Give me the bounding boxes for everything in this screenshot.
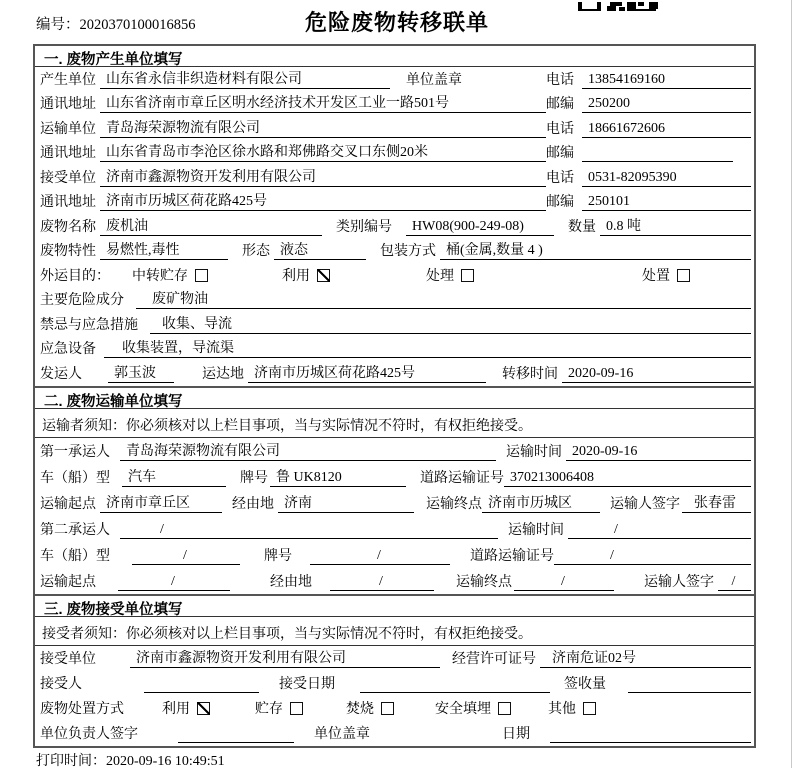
- transporter-row: [35, 116, 754, 141]
- option-label: 中转贮存: [132, 268, 188, 284]
- disposal-row: [35, 696, 754, 721]
- transporter-zip-value: [582, 161, 733, 162]
- receiver-zip-value: 250101: [582, 193, 751, 211]
- phone-label: 电话: [546, 72, 574, 88]
- transporter-notice: 运输者须知：你必须核对以上栏目事项，当与实际情况不符时，有权拒绝接受。: [35, 409, 754, 438]
- receiver-address-row: [35, 190, 754, 215]
- accept-person-value: [144, 692, 259, 693]
- vehicle-type-label: 车（船）型: [40, 548, 110, 564]
- dispatcher-value: 郭玉波: [108, 365, 174, 383]
- producer-label: 产生单位: [40, 72, 96, 88]
- option-label: 处置: [642, 268, 670, 284]
- receiver-phone-value: 0531-82095390: [582, 169, 751, 187]
- purpose-option-transfer-storage: [132, 268, 208, 285]
- traits-value: 易燃性,毒性: [100, 242, 228, 260]
- transporter-phone-value: 18661672606: [582, 120, 751, 138]
- transfer-time-value: 2020-09-16: [562, 365, 751, 383]
- route-start-value: /: [118, 573, 230, 591]
- transport-time-value: /: [568, 521, 751, 539]
- plate-value: /: [310, 547, 450, 565]
- traits-label: 废物特性: [40, 244, 96, 259]
- route1-row: [35, 490, 754, 516]
- phone-label: 电话: [546, 170, 574, 186]
- business-license-value: 济南危证02号: [540, 650, 751, 668]
- address-label: 通讯地址: [40, 195, 96, 210]
- vehicle1-row: [35, 464, 754, 490]
- road-license-label: 道路运输证号: [420, 470, 504, 486]
- route-via-label: 经由地: [232, 496, 274, 512]
- seal-label: 单位盖章: [406, 72, 462, 88]
- date-value: [550, 742, 751, 743]
- zip-label: 邮编: [546, 97, 574, 112]
- hazard-value: 废矿物油: [136, 291, 751, 309]
- route2-row: [35, 568, 754, 594]
- transfer-time-label: 转移时间: [502, 366, 558, 382]
- date-label: 日期: [502, 726, 530, 742]
- receive-unit-value: 济南市鑫源物资开发利用有限公司: [130, 650, 440, 668]
- checkbox-unchecked-icon: [195, 269, 208, 282]
- option-label: 安全填埋: [435, 701, 491, 717]
- section1-header: 一. 废物产生单位填写: [35, 46, 754, 67]
- receiver-row: [35, 165, 754, 190]
- producer-address-value: 山东省济南市章丘区明水经济技术开发区工业一路501号: [100, 95, 546, 113]
- equipment-value: 收集装置，导流渠: [104, 340, 751, 358]
- option-label: 焚烧: [346, 701, 374, 717]
- waste-name-row: [35, 214, 754, 239]
- print-time-value: 2020-09-16 10:49:51: [106, 754, 225, 769]
- checkbox-unchecked-icon: [677, 269, 690, 282]
- receive-unit-row: [35, 646, 754, 671]
- option-label: 其他: [548, 701, 576, 717]
- receipt-qty-label: 签收量: [564, 676, 606, 692]
- emergency-row: [35, 312, 754, 337]
- road-license-value: /: [554, 547, 751, 565]
- serial-label: 编号：: [36, 17, 80, 33]
- serial-value: 2020370100016856: [79, 17, 196, 33]
- page-title: 危险废物转移联单: [305, 10, 490, 35]
- packing-value: 桶(金属,数量 4 ): [440, 242, 751, 260]
- purpose-row: [35, 263, 754, 288]
- packing-label: 包装方式: [380, 244, 436, 259]
- hazard-label: 主要危险成分: [40, 293, 124, 308]
- plate-label: 牌号: [240, 470, 268, 486]
- destination-value: 济南市历城区荷花路425号: [248, 365, 486, 383]
- vehicle-type-value: 汽车: [122, 469, 226, 487]
- receiver-address-value: 济南市历城区荷花路425号: [100, 193, 546, 211]
- route-start-label: 运输起点: [40, 574, 96, 590]
- section-transport: [35, 386, 754, 594]
- disposal-label: 废物处置方式: [40, 701, 124, 717]
- purpose-option-treat: [426, 268, 474, 285]
- producer-value: 山东省永信非织造材料有限公司: [100, 71, 390, 89]
- purpose-option-utilize: [282, 268, 330, 285]
- option-label: 利用: [162, 701, 190, 717]
- phone-label: 电话: [546, 121, 574, 137]
- road-license-value: 370213006408: [504, 469, 751, 487]
- accept-person-label: 接受人: [40, 676, 82, 692]
- receiver-value: 济南市鑫源物资开发利用有限公司: [100, 169, 546, 187]
- checkbox-unchecked-icon: [290, 702, 303, 715]
- disposal-option-landfill: [435, 701, 511, 718]
- equipment-label: 应急设备: [40, 342, 96, 357]
- accept-row: [35, 671, 754, 696]
- form-serial-number: [36, 13, 196, 34]
- route-end-value: 济南市历城区: [482, 495, 600, 513]
- vehicle2-row: [35, 542, 754, 568]
- dispatch-row: [35, 361, 754, 386]
- accept-date-value: [360, 692, 550, 693]
- zip-label: 邮编: [546, 195, 574, 210]
- section-producer: [35, 46, 754, 386]
- form-state-label: 形态: [242, 244, 270, 259]
- section3-header: 三. 废物接受单位填写: [35, 596, 754, 617]
- disposal-option-utilize: [162, 701, 210, 718]
- print-time: [36, 750, 225, 770]
- carrier1-row: [35, 438, 754, 464]
- emergency-label: 禁忌与应急措施: [40, 317, 138, 333]
- hazard-row: [35, 288, 754, 313]
- sign-row: [35, 721, 754, 746]
- checkbox-checked-icon: [197, 702, 210, 715]
- section-receive: [35, 594, 754, 746]
- route-via-value: /: [330, 573, 434, 591]
- carrier1-label: 第一承运人: [40, 444, 110, 460]
- receipt-qty-value: [628, 692, 751, 693]
- checkbox-unchecked-icon: [381, 702, 394, 715]
- transport-time-value: 2020-09-16: [566, 443, 751, 461]
- receiver-notice: 接受者须知：你必须核对以上栏目事项，当与实际情况不符时，有权拒绝接受。: [35, 617, 754, 646]
- transport-time-label: 运输时间: [506, 444, 562, 460]
- qr-code-icon: [578, 0, 658, 11]
- business-license-label: 经营许可证号: [452, 651, 536, 667]
- vehicle-type-value: /: [132, 547, 240, 565]
- road-license-label: 道路运输证号: [470, 548, 554, 564]
- waste-name-value: 废机油: [100, 218, 322, 236]
- address-label: 通讯地址: [40, 97, 96, 112]
- unit-seal-label: 单位盖章: [314, 726, 370, 742]
- checkbox-unchecked-icon: [498, 702, 511, 715]
- emergency-value: 收集、导流: [150, 316, 751, 334]
- responsible-sign-value: [178, 742, 294, 743]
- disposal-option-incinerate: [346, 701, 394, 718]
- carrier2-value: /: [120, 521, 498, 539]
- producer-phone-value: 13854169160: [582, 71, 751, 89]
- transfer-form: [33, 44, 756, 748]
- route-end-label: 运输终点: [426, 496, 482, 512]
- producer-zip-value: 250200: [582, 95, 751, 113]
- zip-label: 邮编: [546, 146, 574, 161]
- checkbox-unchecked-icon: [461, 269, 474, 282]
- producer-row: [35, 67, 754, 92]
- carrier1-value: 青岛海荣源物流有限公司: [120, 443, 496, 461]
- disposal-option-other: [548, 701, 596, 718]
- carrier-sign-value: 张春雷: [682, 495, 751, 513]
- dispatcher-label: 发运人: [40, 366, 82, 382]
- vehicle-type-label: 车（船）型: [40, 470, 110, 486]
- address-label: 通讯地址: [40, 146, 96, 161]
- equipment-row: [35, 337, 754, 362]
- carrier-sign-value: /: [718, 573, 751, 591]
- disposal-option-storage: [255, 701, 303, 718]
- waste-name-label: 废物名称: [40, 219, 96, 235]
- producer-address-row: [35, 92, 754, 117]
- waste-qty-value: 0.8 吨: [600, 218, 751, 236]
- carrier-sign-label: 运输人签字: [610, 496, 680, 512]
- option-label: 处理: [426, 268, 454, 284]
- carrier-sign-label: 运输人签字: [644, 574, 714, 590]
- destination-label: 运达地: [202, 366, 244, 382]
- transporter-address-row: [35, 141, 754, 166]
- waste-code-label: 类别编号: [336, 219, 392, 235]
- plate-value: 鲁 UK8120: [270, 469, 406, 487]
- responsible-sign-label: 单位负责人签字: [40, 726, 138, 742]
- waste-code-value: HW08(900-249-08): [406, 218, 554, 236]
- option-label: 利用: [282, 268, 310, 284]
- waste-traits-row: [35, 239, 754, 264]
- section2-header: 二. 废物运输单位填写: [35, 388, 754, 409]
- route-start-label: 运输起点: [40, 496, 96, 512]
- transporter-address-value: 山东省青岛市李沧区徐水路和郑佛路交叉口东侧20米: [100, 144, 546, 162]
- option-label: 贮存: [255, 701, 283, 717]
- transport-time-label: 运输时间: [508, 522, 564, 538]
- route-via-value: 济南: [278, 495, 414, 513]
- receiver-label: 接受单位: [40, 170, 96, 186]
- receive-unit-label: 接受单位: [40, 651, 96, 667]
- form-state-value: 液态: [274, 242, 366, 260]
- route-end-label: 运输终点: [456, 574, 512, 590]
- checkbox-unchecked-icon: [583, 702, 596, 715]
- purpose-option-dispose: [642, 268, 690, 285]
- accept-date-label: 接受日期: [279, 676, 335, 692]
- route-end-value: /: [514, 573, 614, 591]
- transporter-value: 青岛海荣源物流有限公司: [100, 120, 546, 138]
- purpose-label: 外运目的：: [40, 268, 110, 284]
- print-time-label: 打印时间：: [36, 754, 106, 769]
- carrier2-label: 第二承运人: [40, 522, 110, 538]
- transporter-label: 运输单位: [40, 121, 96, 137]
- waste-qty-label: 数量: [568, 219, 596, 235]
- page-right-edge: [791, 0, 792, 768]
- plate-label: 牌号: [264, 548, 292, 564]
- checkbox-checked-icon: [317, 269, 330, 282]
- carrier2-row: [35, 516, 754, 542]
- route-start-value: 济南市章丘区: [100, 495, 222, 513]
- route-via-label: 经由地: [270, 574, 312, 590]
